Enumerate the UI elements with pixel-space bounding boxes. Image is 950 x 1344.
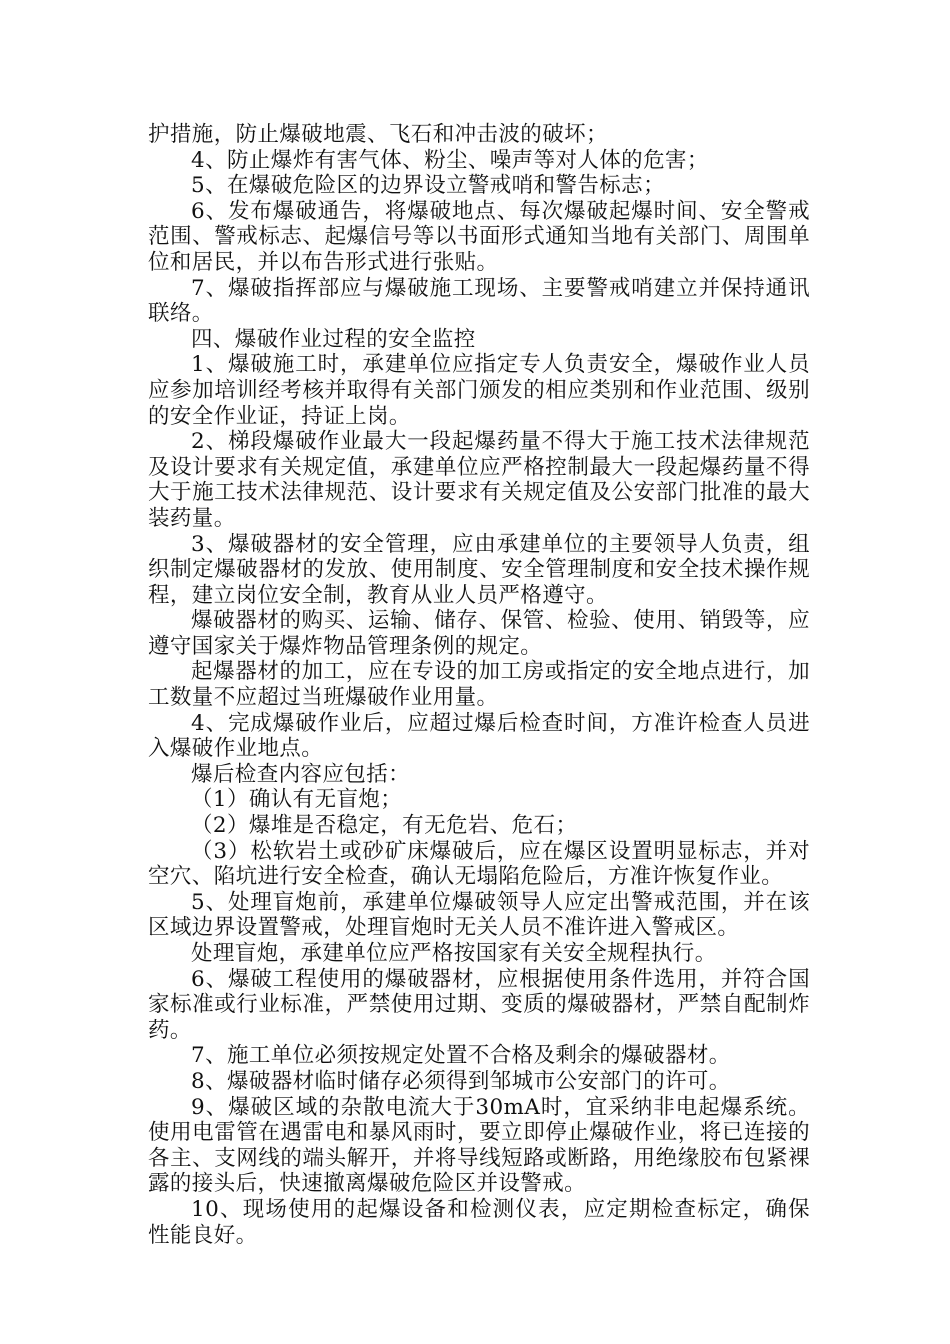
paragraph-monitor-3: 3、爆破器材的安全管理，应由承建单位的主要领导人负责，组织制定爆破器材的发放、使用制度、安全管理制度和安全技术操作规程，建立岗位安全制，教育从业人员严格遵守。 bbox=[148, 531, 810, 608]
paragraph-item-6: 6、发布爆破通告，将爆破地点、每次爆破起爆时间、安全警戒范围、警戒标志、起爆信号等以书面形式通知当地有关部门、周围单位和居民，并以布告形式进行张贴。 bbox=[148, 198, 810, 275]
paragraph-sub-3: （3）松软岩土或砂矿床爆破后，应在爆区设置明显标志，并对空穴、陷坑进行安全检查，确认无塌陷危险后，方准许恢复作业。 bbox=[148, 838, 810, 890]
paragraph-monitor-9: 9、爆破区域的杂散电流大于30mA时，宜采纳非电起爆系统。使用电雷管在遇雷电和暴风雨时，要立即停止爆破作业，将已连接的各主、支网线的端头解开，并将导线短路或断路，用绝缘胶布包紧裸露的接头后，快速撤离爆破危险区并设警戒。 bbox=[148, 1094, 810, 1197]
paragraph-monitor-6: 6、爆破工程使用的爆破器材，应根据使用条件选用，并符合国家标准或行业标准，严禁使用过期、变质的爆破器材，严禁自配制炸药。 bbox=[148, 966, 810, 1043]
paragraph-purchase: 爆破器材的购买、运输、储存、保管、检验、使用、销毁等，应遵守国家关于爆炸物品管理条例的规定。 bbox=[148, 608, 810, 659]
paragraph-item-7: 7、爆破指挥部应与爆破施工现场、主要警戒哨建立并保持通讯联络。 bbox=[148, 275, 810, 327]
paragraph-monitor-4: 4、完成爆破作业后，应超过爆后检查时间，方准许检查人员进入爆破作业地点。 bbox=[148, 710, 810, 762]
paragraph-monitor-7: 7、施工单位必须按规定处置不合格及剩余的爆破器材。 bbox=[191, 1043, 731, 1069]
paragraph-misfire: 处理盲炮，承建单位应严格按国家有关安全规程执行。 bbox=[191, 941, 717, 966]
paragraph-inspection-intro: 爆后检查内容应包括： bbox=[191, 761, 411, 787]
paragraph-item-4: 4、防止爆炸有害气体、粉尘、噪声等对人体的危害； bbox=[191, 147, 709, 173]
document-page bbox=[148, 122, 810, 1248]
section-heading: 四、爆破作业过程的安全监控 bbox=[191, 326, 476, 352]
paragraph-monitor-8: 8、爆破器材临时储存必须得到邹城市公安部门的许可。 bbox=[191, 1068, 731, 1094]
paragraph-monitor-2: 2、梯段爆破作业最大一段起爆药量不得大于施工技术法律规范及设计要求有关规定值，承建单位应严格控制最大一段起爆药量不得大于施工技术法律规范、设计要求有关规定值及公安部门批准的最大装药量。 bbox=[148, 429, 810, 531]
paragraph-item-5: 5、在爆破危险区的边界设立警戒哨和警告标志； bbox=[191, 173, 665, 199]
paragraph-sub-1: （1）确认有无盲炮； bbox=[191, 787, 403, 813]
paragraph-monitor-5: 5、处理盲炮前，承建单位爆破领导人应定出警戒范围，并在该区域边界设置警戒，处理盲炮时无关人员不准许进入警戒区。 bbox=[148, 889, 810, 941]
paragraph-continuation: 护措施，防止爆破地震、飞石和冲击波的破坏； bbox=[148, 122, 608, 147]
paragraph-processing: 起爆器材的加工，应在专设的加工房或指定的安全地点进行，加工数量不应超过当班爆破作业用量。 bbox=[148, 659, 810, 711]
paragraph-monitor-1: 1、爆破施工时，承建单位应指定专人负责安全，爆破作业人员应参加培训经考核并取得有关部门颁发的相应类别和作业范围、级别的安全作业证，持证上岗。 bbox=[148, 352, 810, 429]
paragraph-sub-2: （2）爆堆是否稳定，有无危岩、危石； bbox=[191, 813, 578, 839]
paragraph-monitor-10: 10、现场使用的起爆设备和检测仪表，应定期检查标定，确保性能良好。 bbox=[148, 1196, 810, 1248]
